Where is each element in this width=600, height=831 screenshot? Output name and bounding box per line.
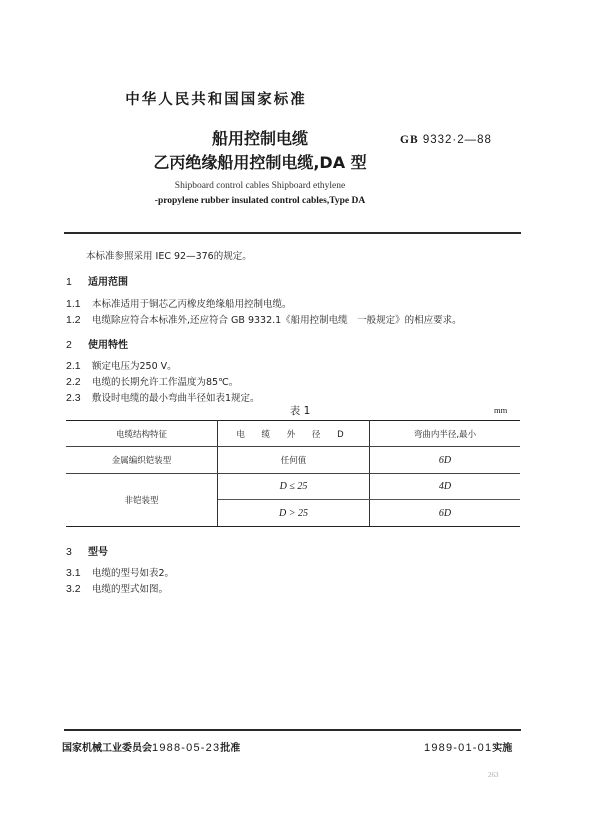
cell-radius: 6D	[370, 447, 521, 474]
effective-label: 实施	[492, 743, 513, 754]
approval-org: 国家机械工业委员会	[62, 743, 152, 754]
clause-1-2	[66, 312, 462, 326]
section-number: 3	[66, 546, 72, 558]
clause-number: 1.1	[66, 298, 81, 310]
column-header-diameter	[218, 421, 370, 447]
clause-text: 额定电压为250 V。	[92, 361, 177, 372]
intro-paragraph: 本标准参照采用 IEC 92—376的规定。	[86, 251, 252, 262]
document-title-line1: 船用控制电缆	[211, 129, 308, 148]
table-header-row	[66, 421, 520, 447]
standard-code	[400, 134, 492, 146]
cell-radius: 6D	[370, 500, 521, 527]
clause-text: 电缆的型号如表2。	[92, 568, 175, 579]
section-3-heading	[66, 543, 108, 558]
table-row	[66, 474, 520, 500]
cell-structure: 金属编织铠装型	[66, 447, 218, 474]
effective-date: 1989-01-01	[424, 742, 493, 754]
section-2-heading	[66, 336, 128, 351]
column-header-structure: 电缆结构特征	[66, 421, 218, 447]
section-number: 1	[66, 276, 72, 288]
section-title: 使用特性	[88, 340, 128, 351]
cell-radius: 4D	[370, 474, 521, 500]
column-header-radius: 弯曲内半径,最小	[370, 421, 521, 447]
clause-text: 电缆的长期允许工作温度为85℃。	[92, 377, 239, 388]
header-divider	[64, 232, 521, 234]
clause-3-1	[66, 565, 174, 579]
approval-line	[62, 739, 240, 754]
clause-2-2	[66, 374, 238, 388]
footer-divider	[64, 729, 521, 731]
section-1-heading	[66, 273, 128, 288]
clause-text: 电缆除应符合本标准外,还应符合 GB 9332.1《船用控制电缆 一般规定》的相应要求。	[92, 315, 462, 326]
table-unit: mm	[494, 405, 508, 415]
bending-radius-table	[66, 420, 520, 527]
clause-number: 3.1	[66, 567, 81, 579]
cell-diameter: D ≤ 25	[218, 474, 370, 500]
clause-1-1	[66, 296, 292, 310]
section-number: 2	[66, 339, 72, 351]
document-title-line2: 乙丙绝缘船用控制电缆,DA 型	[153, 153, 367, 172]
standard-code-prefix: GB	[400, 134, 419, 146]
clause-number: 2.3	[66, 392, 81, 404]
english-title-line2: -propylene rubber insulated control cables,Type DA	[154, 196, 366, 206]
table-row	[66, 447, 520, 474]
column-header-diameter-label: 电 缆 外 径 D	[236, 429, 351, 440]
clause-number: 3.2	[66, 583, 81, 595]
clause-text: 电缆的型式如图。	[92, 584, 169, 595]
national-standard-label: 中华人民共和国国家标准	[125, 92, 307, 108]
effective-line	[424, 739, 512, 754]
clause-3-2	[66, 581, 168, 595]
section-title: 适用范围	[88, 277, 128, 288]
clause-2-1	[66, 358, 177, 372]
approval-label: 批准	[220, 743, 241, 754]
english-title-line1: Shipboard control cables Shipboard ethylene	[174, 181, 346, 191]
clause-number: 2.2	[66, 376, 81, 388]
section-title: 型号	[88, 547, 108, 558]
standard-code-number: 9332·2—88	[422, 134, 492, 146]
page-number: 263	[488, 771, 499, 779]
cell-diameter: D > 25	[218, 500, 370, 527]
clause-number: 2.1	[66, 360, 81, 372]
clause-2-3	[66, 390, 260, 404]
clause-text: 敷设时电缆的最小弯曲半径如表1规定。	[92, 393, 260, 404]
cell-diameter: 任何值	[218, 447, 370, 474]
clause-text: 本标准适用于铜芯乙丙橡皮绝缘船用控制电缆。	[92, 299, 292, 310]
clause-number: 1.2	[66, 314, 81, 326]
table-caption: 表 1	[289, 405, 311, 417]
cell-structure: 非铠装型	[66, 474, 218, 527]
approval-date: 1988-05-23	[152, 742, 221, 754]
